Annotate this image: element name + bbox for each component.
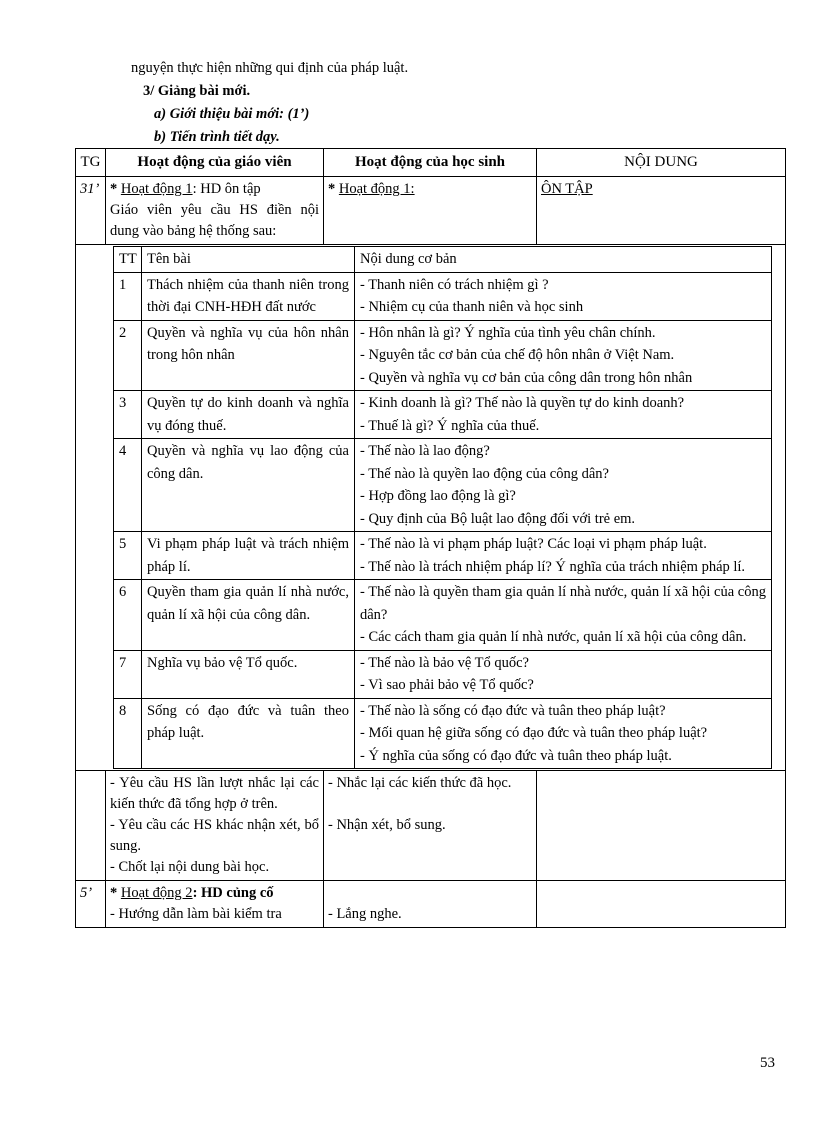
activity-2-teacher-title-rest: : HD củng cố [192,885,274,901]
review-student-line: - Nhận xét, bổ sung. [328,817,446,833]
header-content: NỘI DUNG [537,149,786,177]
activity-1-student-title: Hoạt động 1: [338,181,415,197]
sub-heading-a: a) Giới thiệu bài mới: (1’) [154,106,310,122]
activity-1-time: 31’ [76,177,106,245]
activity-1-teacher-title-rest: : HD ôn tập [192,181,261,197]
review-header-title: Tên bài [142,247,355,273]
review-content-line: - Nguyên tắc cơ bản của chế độ hôn nhân ở Việt Nam. [360,347,675,363]
review-header-tt: TT [114,247,142,273]
section-heading: 3/ Giảng bài mới. [143,83,251,99]
review-content-line: - Quyền và nghĩa vụ cơ bản của công dân trong hôn nhân [360,369,693,386]
review-row-title: Quyền tham gia quản lí nhà nước, quản lí xã hội của công dân. [142,580,355,651]
review-row-number: 2 [114,320,142,391]
review-table-row [76,245,786,771]
review-row-content [355,650,772,698]
review-row-content [355,391,772,439]
review-content-line: - Các cách tham gia quản lí nhà nước, quản lí xã hội của công dân. [360,629,747,645]
review-row-title: Sống có đạo đức và tuân theo pháp luật. [142,698,355,769]
review-content-line: - Thế nào là sống có đạo đức và tuân theo pháp luật? [360,702,666,719]
activity-1-content [537,177,786,245]
activity-1-student [324,177,537,245]
review-row-title: Nghĩa vụ bảo vệ Tổ quốc. [142,650,355,698]
review-row-title: Thách nhiệm của thanh niên trong thời đại CNH-HĐH đất nước [142,272,355,320]
review-row-content [355,580,772,651]
review-activity-row [76,771,786,881]
review-header-row [114,247,772,273]
activity-1-teacher-star: * [110,181,121,197]
review-row-number: 8 [114,698,142,769]
activity-1-teacher-title: Hoạt động 1 [120,181,193,197]
review-content-line: - Mối quan hệ giữa sống có đạo đức và tuân theo pháp luật? [360,725,708,741]
review-table [113,246,772,769]
review-row-number: 5 [114,532,142,580]
review-content-line: - Thế nào là vi phạm pháp luật? Các loại vi phạm pháp luật. [360,536,707,552]
review-header-content: Nội dung cơ bản [355,247,772,273]
review-row-title: Quyền và nghĩa vụ của hôn nhân trong hôn nhân [142,320,355,391]
review-teacher-line: - Chốt lại nội dung bài học. [110,859,270,875]
review-teacher-line: - Yêu cầu các HS khác nhận xét, bổ sung. [110,817,319,854]
review-content-line: - Thế nào là lao động? [360,443,490,459]
content-title: ÔN TẬP [541,181,593,197]
review-row-content [355,698,772,769]
review-row-title: Vi phạm pháp luật và trách nhiệm pháp lí. [142,532,355,580]
continued-text: nguyện thực hiện những qui định của pháp luật. [131,60,409,76]
review-row-number: 3 [114,391,142,439]
review-row-number: 7 [114,650,142,698]
review-row [114,532,772,580]
review-row-content [355,532,772,580]
activity-2-teacher-text: - Hướng dẫn làm bài kiểm tra [110,906,282,922]
review-row-content [355,272,772,320]
activity-2-time: 5’ [76,881,106,928]
activity-2-teacher [106,881,324,928]
review-content-line: - Kinh doanh là gì? Thế nào là quyền tự do kinh doanh? [360,395,685,411]
review-row-title: Quyền và nghĩa vụ lao động của công dân. [142,439,355,532]
review-row-content [355,439,772,532]
activity-2-teacher-star: * [110,885,121,901]
review-content-line: - Nhiệm cụ của thanh niên và học sinh [360,299,584,315]
activity-1-teacher [106,177,324,245]
review-row-number: 1 [114,272,142,320]
review-row-number: 6 [114,580,142,651]
review-activity-time [76,771,106,881]
page-number: 53 [760,1055,775,1071]
activity-1-row [76,177,786,245]
review-row [114,391,772,439]
review-content-line: - Hợp đồng lao động là gì? [360,488,516,504]
review-content-line: - Vì sao phải bảo vệ Tổ quốc? [360,677,534,693]
activity-2-content [537,881,786,928]
review-row-title: Quyền tự do kinh doanh và nghĩa vụ đóng thuế. [142,391,355,439]
review-row-content [355,320,772,391]
review-content-line: - Quy định của Bộ luật lao động đối với trẻ em. [360,510,636,527]
review-row [114,320,772,391]
review-content-line: - Thế nào là quyền tham gia quản lí nhà nước, quản lí xã hội của công dân? [360,584,766,623]
activity-1-student-star: * [328,181,339,197]
review-row [114,439,772,532]
review-activity-student [324,771,537,881]
activity-2-student-text: - Lắng nghe. [328,906,402,922]
activity-1-teacher-text: Giáo viên yêu cầu HS điền nội dung vào bảng hệ thống sau: [110,202,319,239]
review-content-line: - Ý nghĩa của sống có đạo đức và tuân theo pháp luật. [360,747,672,764]
activity-2-row [76,881,786,928]
header-row [76,149,786,177]
review-row [114,650,772,698]
review-content-line: - Thế nào là bảo vệ Tổ quốc? [360,654,529,671]
header-teacher: Hoạt động của giáo viên [106,149,324,177]
review-content-line: - Hôn nhân là gì? Ý nghĩa của tình yêu chân chính. [360,324,656,341]
review-content-line: - Thế nào là trách nhiệm pháp lí? Ý nghĩa của trách nhiệm pháp lí. [360,558,746,575]
review-activity-content [537,771,786,881]
review-row-number: 4 [114,439,142,532]
review-teacher-line: - Yêu cầu HS lần lượt nhắc lại các kiến thức đã tổng hợp ở trên. [110,775,319,812]
review-content-line: - Thế nào là quyền lao động của công dân? [360,465,609,482]
review-row [114,272,772,320]
review-table-cell [76,245,786,771]
sub-heading-b: b) Tiến trình tiết dạy. [154,129,280,145]
review-row [114,580,772,651]
header-student: Hoạt động của học sinh [324,149,537,177]
activity-2-student [324,881,537,928]
review-activity-teacher [106,771,324,881]
review-row [114,698,772,769]
review-content-line: - Thuế là gì? Ý nghĩa của thuế. [360,417,540,434]
activity-2-teacher-title: Hoạt động 2 [120,885,193,901]
review-content-line: - Thanh niên có trách nhiệm gì ? [360,276,549,293]
review-student-line: - Nhắc lại các kiến thức đã học. [328,775,512,791]
header-tg: TG [76,149,106,177]
lesson-table [75,148,786,928]
